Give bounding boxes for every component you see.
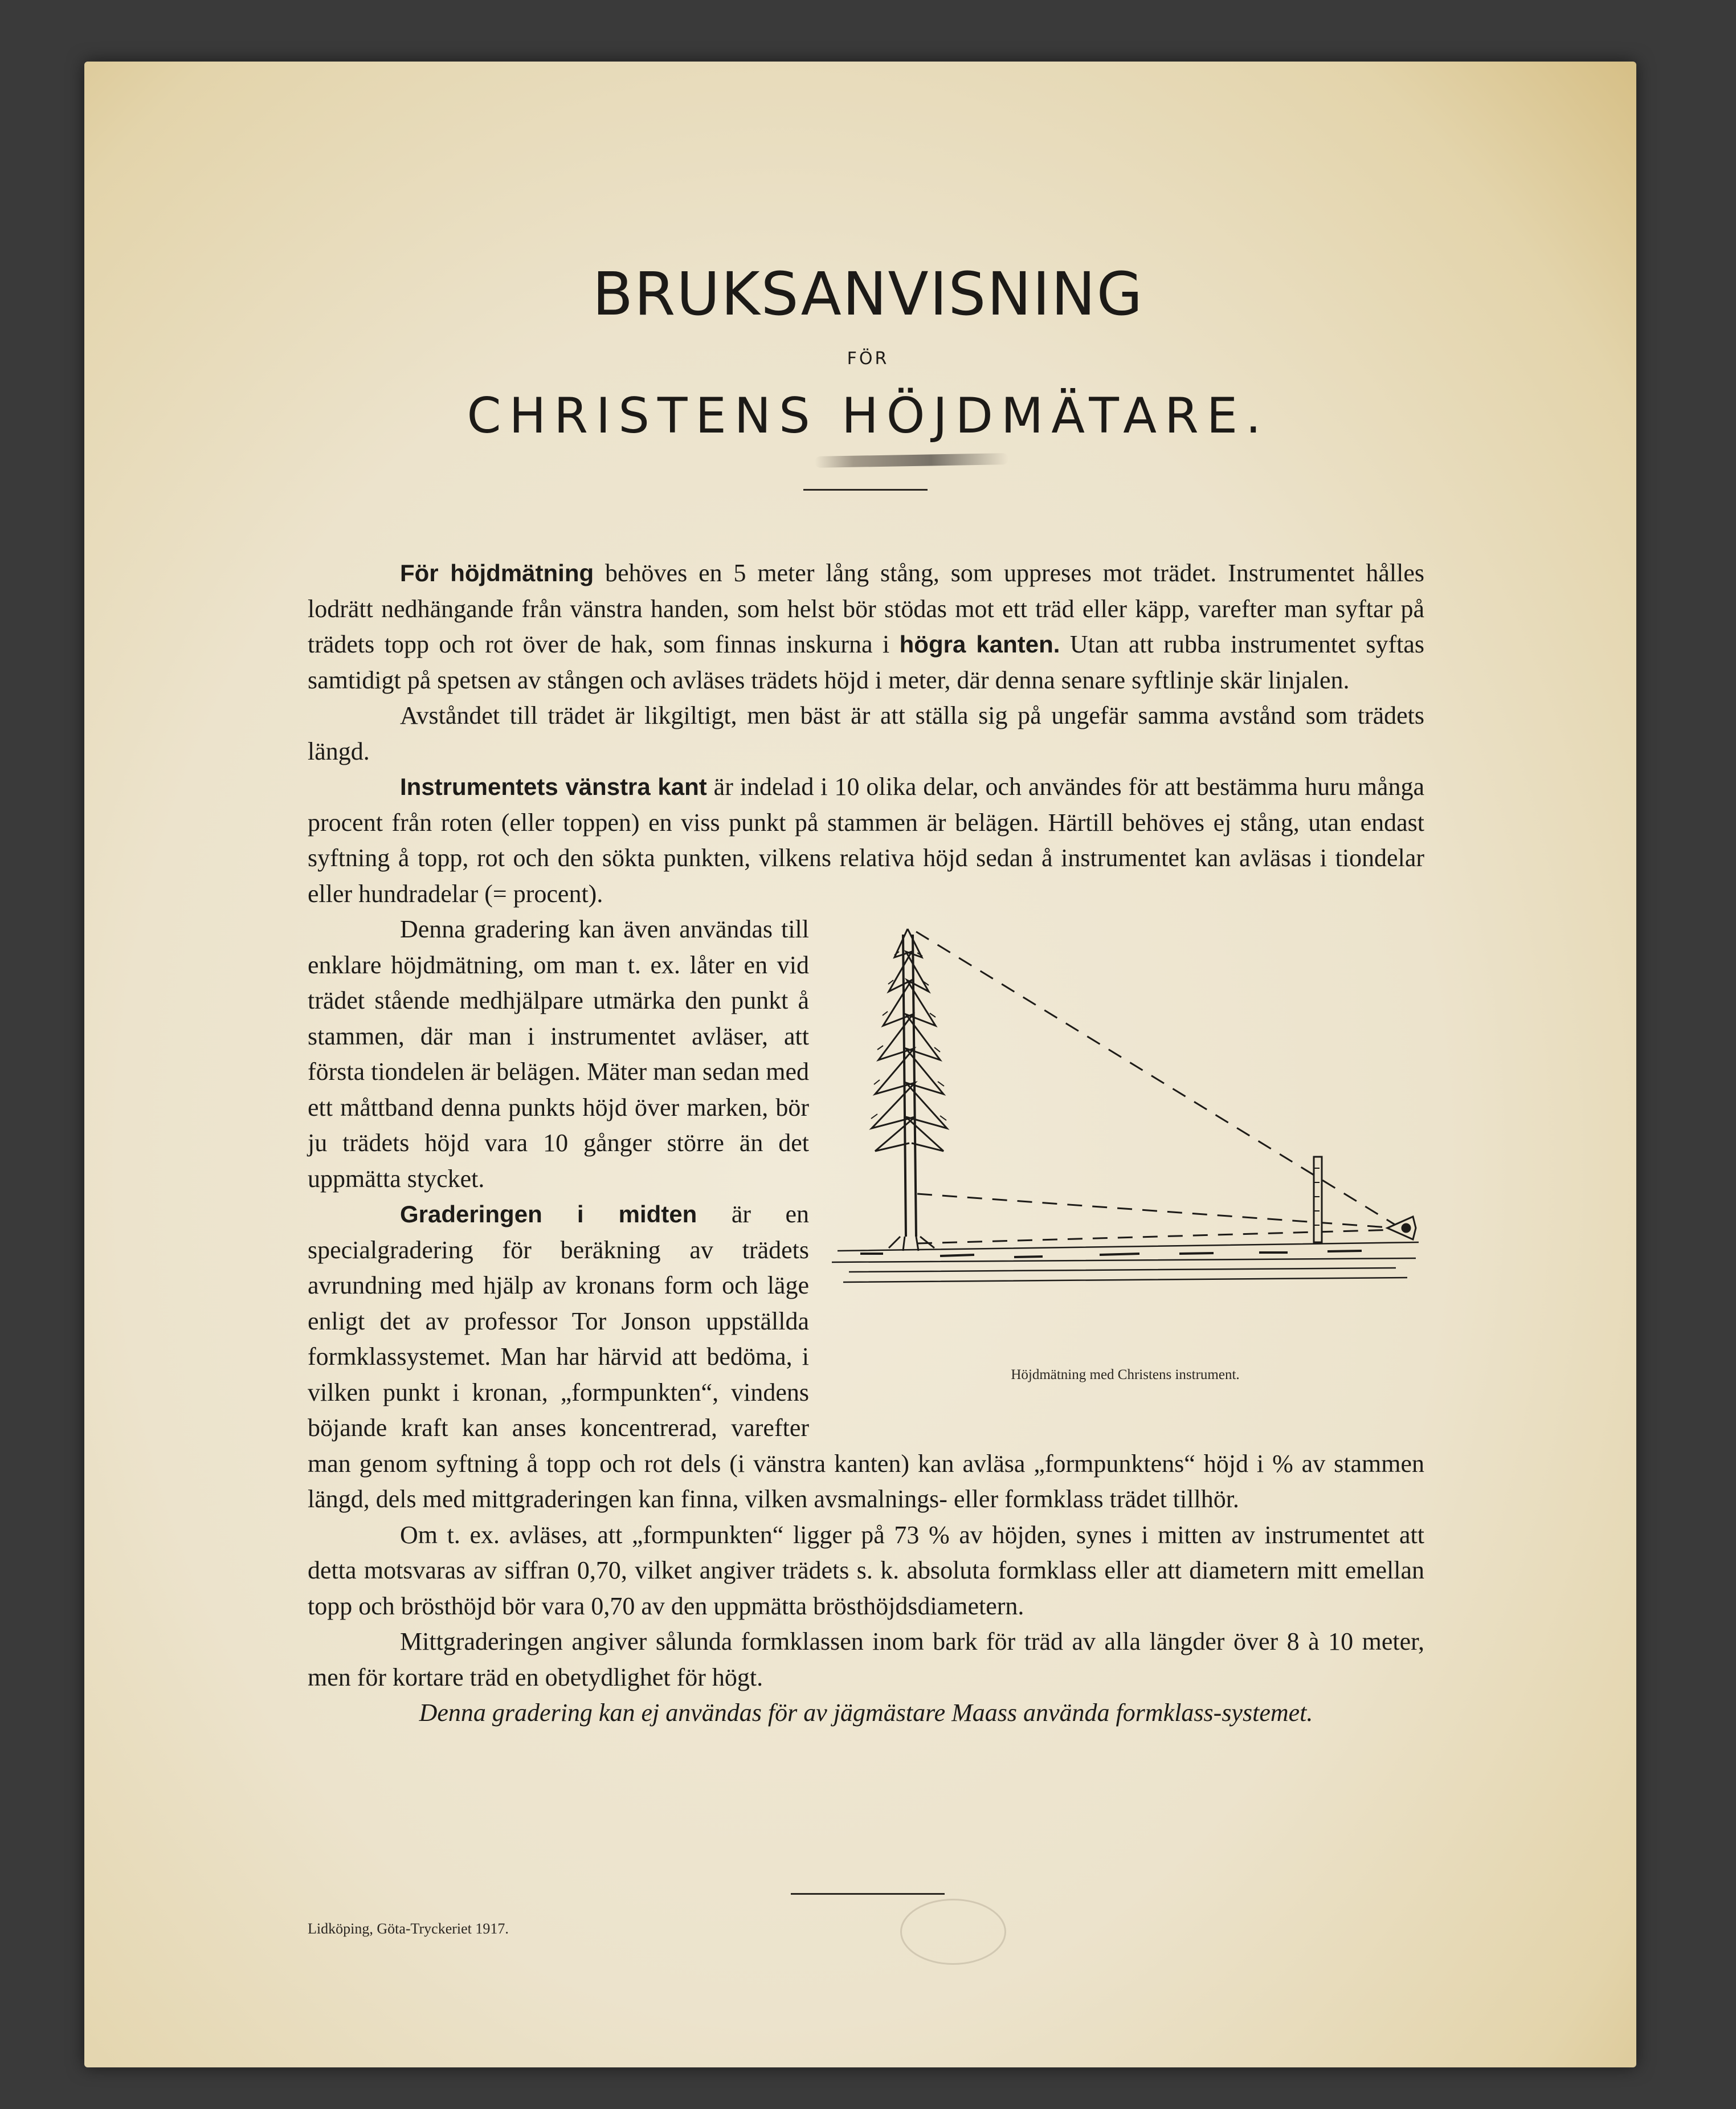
paragraph-8-note: Denna gradering kan ej användas för av jägmästare Maass använda formklass-systemet. [419, 1699, 1313, 1727]
term-vanstra-kant: Instrumentets vänstra kant [400, 773, 707, 800]
figure-caption: Höjdmätning med Christens instrument. [1011, 1367, 1240, 1382]
paragraph-7: Mittgraderingen angiver sålunda formklassen inom bark för träd av alla längder över 8 à 10 meter, men för kortare träd en obetydlighet för högt. [308, 1627, 1424, 1691]
document-body [308, 556, 1424, 1731]
tree-illustration [826, 917, 1424, 1373]
paragraph-3 [308, 769, 1424, 912]
paragraph-1-text-a: behöves en 5 meter lång stång, som uppreses mot trädet. Instrumentet hålles lodrätt nedhängande från vänstra handen, som helst bör stödas mot ett träd eller käpp, varefter man syftar på trädets topp och rot över de hak, som finnas inskurna i [308, 559, 1424, 658]
footer-divider [791, 1893, 945, 1895]
paragraph-1 [308, 556, 1424, 698]
printer-imprint: Lidköping, Göta-Tryckeriet 1917. [308, 1920, 509, 1937]
paragraph-5-text: är en specialgradering för beräkning av trädets avrundning med hjälp av kronans form och läge enligt det av professor Tor Jonson uppställda formklassystemet. Man har härvid att bedöma, i vilken punkt i kronan, „formpunkten“, vindens böjande kraft kan anses koncentrerad, varefter man genom syftning å topp och rot dels (i vänstra kanten) kan avläsa „formpunktens“ höjd i % av stammen längd, dels med mittgraderingen kan finna, vilken avsmalnings- eller formklass trädet tillhör. [308, 1200, 1424, 1513]
paragraph-4: Denna gradering kan även användas till enklare höjdmätning, om man t. ex. låter en vid trädet stående medhjälpare utmärka den punkt å stammen, där man i instrumentet avläser, att första tiondelen är belägen. Mäter man sedan med ett måttband denna punkts höjd över marken, bör ju trädets höjd vara 10 gånger större än det uppmätta stycket. [308, 915, 809, 1193]
paragraph-3-text: är indelad i 10 olika delar, och användes för att bestämma huru många procent från roten (eller toppen) en viss punkt på stammen är belägen. Härtill behöves ej stång, utan endast syftning å topp, rot och den sökta punkten, vilkens relativa höjd sedan å instrumentet kan avläsas i tiondelar eller hundradelar (= procent). [308, 773, 1424, 908]
paragraph-6: Om t. ex. avläses, att „formpunkten“ ligger på 73 % av höjden, synes i mitten av instrumentet att detta motsvaras av siffran 0,70, vilket angiver trädets s. k. absoluta formklass eller att diametern mitt emellan topp och brösthöjd bör vara 0,70 av den uppmätta brösthöjdsdiametern. [308, 1520, 1424, 1620]
document-title: BRUKSANVISNING [592, 259, 1144, 329]
document-subtitle: CHRISTENS HÖJDMÄTARE. [467, 387, 1269, 444]
tree-measurement-figure [826, 917, 1424, 1408]
term-graderingen-i-midten: Graderingen i midten [400, 1201, 697, 1227]
title-connector: FÖR [847, 349, 889, 369]
term-hojdmatning: För höjdmätning [400, 560, 594, 586]
title-divider [803, 489, 928, 491]
embossed-stamp [900, 1899, 1006, 1965]
term-hogra-kanten: högra kanten. [899, 631, 1060, 658]
paragraph-2: Avståndet till trädet är likgiltigt, men bäst är att ställa sig på ungefär samma avstånd som trädets längd. [308, 701, 1424, 765]
paragraph-1-text-b: Utan att rubba instrumentet syftas samtidigt på spetsen av stången och avläses trädets höjd i meter, där denna senare syftlinje skär linjalen. [308, 630, 1424, 694]
